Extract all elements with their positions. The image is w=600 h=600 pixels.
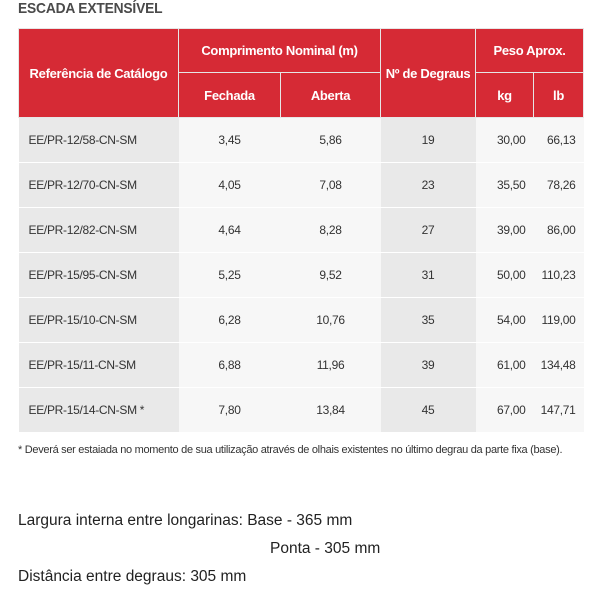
table-row (19, 253, 584, 298)
cell-lb: 66,13 (534, 118, 584, 163)
cell-open: 9,52 (281, 253, 381, 298)
cell-lb: 119,00 (534, 298, 584, 343)
cell-closed: 5,25 (179, 253, 281, 298)
cell-reference: EE/PR-15/11-CN-SM (19, 343, 179, 388)
header-row-top (19, 29, 584, 73)
cell-lb: 86,00 (534, 208, 584, 253)
footnote: * Deverá ser estaiada no momento de sua utilização através de olhais existentes no último degrau da parte fixa (base). (18, 444, 563, 456)
cell-steps: 19 (381, 118, 476, 163)
cell-kg: 67,00 (476, 388, 534, 433)
cell-reference: EE/PR-15/95-CN-SM (19, 253, 179, 298)
cell-closed: 4,64 (179, 208, 281, 253)
cell-lb: 134,48 (534, 343, 584, 388)
table-row (19, 388, 584, 433)
cell-reference: EE/PR-12/58-CN-SM (19, 118, 179, 163)
cell-lb: 78,26 (534, 163, 584, 208)
cell-reference: EE/PR-15/14-CN-SM * (19, 388, 179, 433)
cell-steps: 23 (381, 163, 476, 208)
cell-open: 8,28 (281, 208, 381, 253)
page-title: ESCADA EXTENSÍVEL (18, 0, 163, 17)
table-row (19, 298, 584, 343)
table-row (19, 208, 584, 253)
cell-lb: 110,23 (534, 253, 584, 298)
cell-steps: 31 (381, 253, 476, 298)
cell-open: 10,76 (281, 298, 381, 343)
cell-reference: EE/PR-15/10-CN-SM (19, 298, 179, 343)
internal-width-base: Largura interna entre longarinas: Base - 365 mm (18, 512, 353, 529)
cell-open: 5,86 (281, 118, 381, 163)
cell-steps: 45 (381, 388, 476, 433)
cell-reference: EE/PR-12/70-CN-SM (19, 163, 179, 208)
cell-closed: 6,88 (179, 343, 281, 388)
cell-steps: 39 (381, 343, 476, 388)
cell-open: 11,96 (281, 343, 381, 388)
header-kg: kg (476, 73, 534, 118)
header-steps: Nº de Degraus (381, 29, 476, 118)
header-reference: Referência de Catálogo (19, 29, 179, 118)
cell-closed: 4,05 (179, 163, 281, 208)
table-row (19, 118, 584, 163)
header-weight: Peso Aprox. (476, 29, 584, 73)
cell-open: 13,84 (281, 388, 381, 433)
table-row (19, 163, 584, 208)
table-row (19, 343, 584, 388)
spec-table (18, 28, 584, 433)
cell-kg: 54,00 (476, 298, 534, 343)
cell-closed: 3,45 (179, 118, 281, 163)
cell-closed: 7,80 (179, 388, 281, 433)
cell-steps: 35 (381, 298, 476, 343)
step-distance: Distância entre degraus: 305 mm (18, 568, 247, 585)
cell-kg: 50,00 (476, 253, 534, 298)
cell-kg: 35,50 (476, 163, 534, 208)
cell-reference: EE/PR-12/82-CN-SM (19, 208, 179, 253)
header-open: Aberta (281, 73, 381, 118)
cell-steps: 27 (381, 208, 476, 253)
header-nominal-length: Comprimento Nominal (m) (179, 29, 381, 73)
header-closed: Fechada (179, 73, 281, 118)
cell-open: 7,08 (281, 163, 381, 208)
cell-kg: 61,00 (476, 343, 534, 388)
cell-lb: 147,71 (534, 388, 584, 433)
header-lb: lb (534, 73, 584, 118)
cell-kg: 39,00 (476, 208, 534, 253)
internal-width-tip: Ponta - 305 mm (270, 540, 381, 557)
cell-closed: 6,28 (179, 298, 281, 343)
cell-kg: 30,00 (476, 118, 534, 163)
